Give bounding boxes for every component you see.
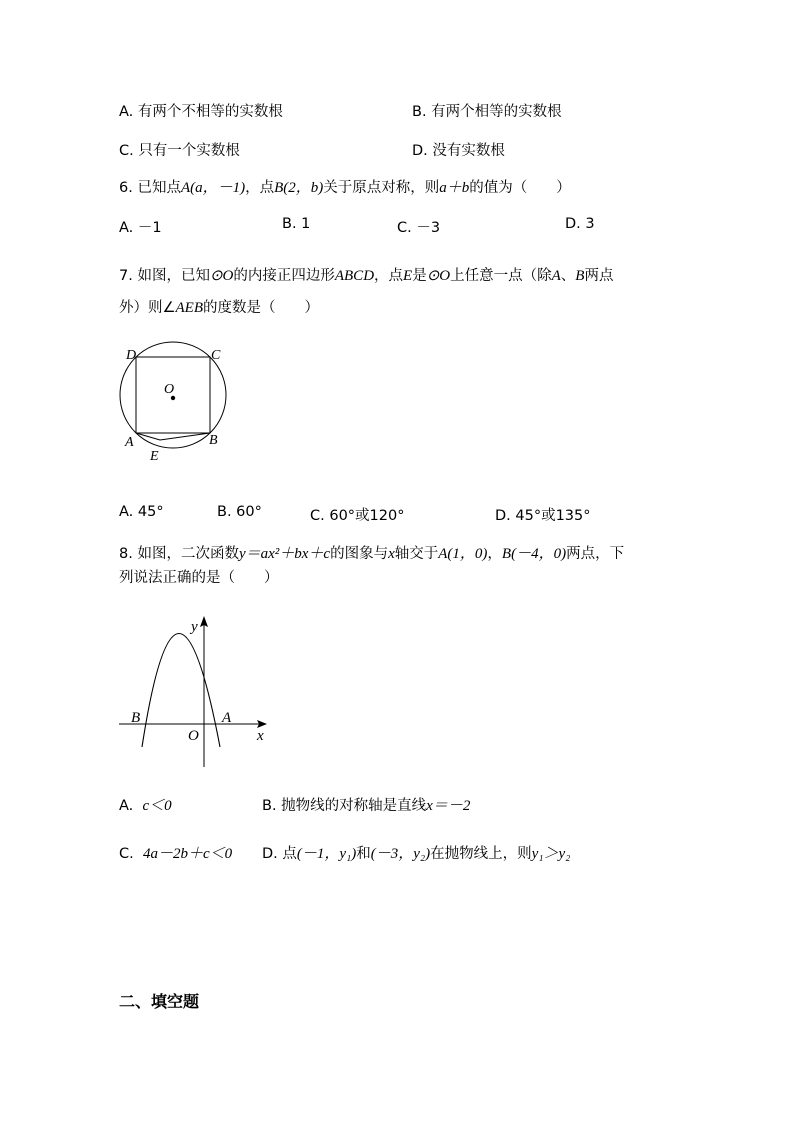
q8-d-text2: 在抛物线上，则 [430, 846, 532, 862]
label-a: A [222, 710, 232, 726]
segments-ae-eb [136, 433, 210, 440]
q8-option-d [262, 842, 570, 863]
label-b: B [131, 710, 141, 726]
q7-stem-line2 [119, 296, 319, 317]
q7-text-5: 上任意一点（除 [450, 268, 552, 284]
section-title-fill-in-blank: 二、填空题 [119, 992, 200, 1011]
q8-option-b [262, 794, 470, 815]
q8-d-point2: (－3，y₂) [370, 846, 431, 862]
q7-option-a: A. 45° [119, 504, 164, 520]
q5-option-b: B. 有两个相等的实数根 [412, 104, 562, 120]
q6-expr: a＋b [439, 180, 470, 196]
q7-point-b: B [575, 268, 585, 284]
q7-circle-o-2: ⊙O [426, 268, 451, 284]
q6-point-b: B(2，b) [274, 180, 324, 196]
q8-d-text1: 和 [356, 846, 371, 862]
q7-text-2: 的内接正四边形 [233, 268, 335, 284]
parabola [142, 634, 220, 748]
q8-a-math: c＜0 [142, 798, 172, 814]
q8-text-4: ， [487, 546, 502, 562]
q5-option-d: D. 没有实数根 [412, 143, 505, 159]
q8-point-a: A(1，0) [438, 546, 488, 562]
q8-figure [115, 610, 275, 770]
q7-text-7: 两点 [584, 268, 614, 284]
q6-text-1: 6. 已知点 [119, 180, 181, 196]
q8-c-math: 4a－2b＋c＜0 [142, 846, 233, 862]
q8-option-c [119, 842, 232, 863]
label-e: E [150, 449, 159, 464]
q6-option-a: A. －1 [119, 220, 162, 236]
q7-square: ABCD [334, 268, 375, 284]
label-x: x [257, 728, 264, 744]
q6-point-a: A(a，－1) [180, 180, 246, 196]
q8-text-5: 两点，下 [566, 546, 625, 562]
q8-text-3: 轴交于 [394, 546, 439, 562]
q7-text-4: 是 [412, 268, 427, 284]
q7-point-e: E [403, 268, 413, 284]
label-b: B [209, 433, 218, 448]
q8-d-ineq: y₁＞y₂ [531, 846, 571, 862]
q6-text-2: ，点 [245, 180, 275, 196]
q6-option-b: B. 1 [282, 216, 311, 232]
q7-figure [112, 340, 234, 465]
q7-text-9: 的度数是（ ） [203, 300, 319, 316]
q8-text-2: 的图象与 [330, 546, 389, 562]
label-a: A [125, 435, 134, 450]
label-o: O [188, 728, 199, 744]
q7-option-b: B. 60° [217, 504, 262, 520]
q7-point-a: A [551, 268, 561, 284]
q8-option-a [119, 794, 172, 815]
q7-option-c: C. 60°或120° [310, 508, 405, 524]
q5-option-a: A. 有两个不相等的实数根 [119, 104, 283, 120]
q8-d-label: D. 点 [262, 846, 297, 862]
q8-d-point1: (－1，y₁) [296, 846, 357, 862]
q6-option-d: D. 3 [565, 216, 595, 232]
q7-angle: AEB [175, 300, 203, 316]
q7-text-6: 、 [560, 268, 576, 284]
q6-option-c: C. －3 [397, 220, 441, 236]
q7-circle-o: ⊙O [209, 268, 234, 284]
q8-b-math: x＝－2 [426, 798, 471, 814]
q8-function: y＝ax²＋bx＋c [238, 546, 331, 562]
q8-axis-x: x [388, 546, 395, 562]
q8-point-b: B(－4，0) [501, 546, 567, 562]
q6-stem [119, 176, 571, 197]
q7-option-d: D. 45°或135° [495, 508, 591, 524]
q6-text-4: 的值为（ ） [469, 180, 571, 196]
q8-b-label: B. 抛物线的对称轴是直线 [262, 798, 427, 814]
q8-stem-line2: 列说法正确的是（ ） [119, 570, 279, 586]
q8-c-label: C. [119, 846, 134, 862]
q8-stem-line1 [119, 542, 624, 563]
q6-text-3: 关于原点对称，则 [323, 180, 440, 196]
q7-text-1: 7. 如图，已知 [119, 268, 210, 284]
label-y: y [191, 619, 198, 635]
q7-text-8: 外）则∠ [119, 300, 176, 316]
q8-a-label: A. [119, 798, 134, 814]
label-d: D [126, 348, 137, 363]
q8-text-1: 8. 如图，二次函数 [119, 546, 239, 562]
q7-text-3: ，点 [374, 268, 404, 284]
label-c: C [211, 348, 221, 363]
q7-stem-line1 [119, 264, 613, 285]
label-o: O [164, 382, 175, 397]
q5-option-c: C. 只有一个实数根 [119, 143, 240, 159]
